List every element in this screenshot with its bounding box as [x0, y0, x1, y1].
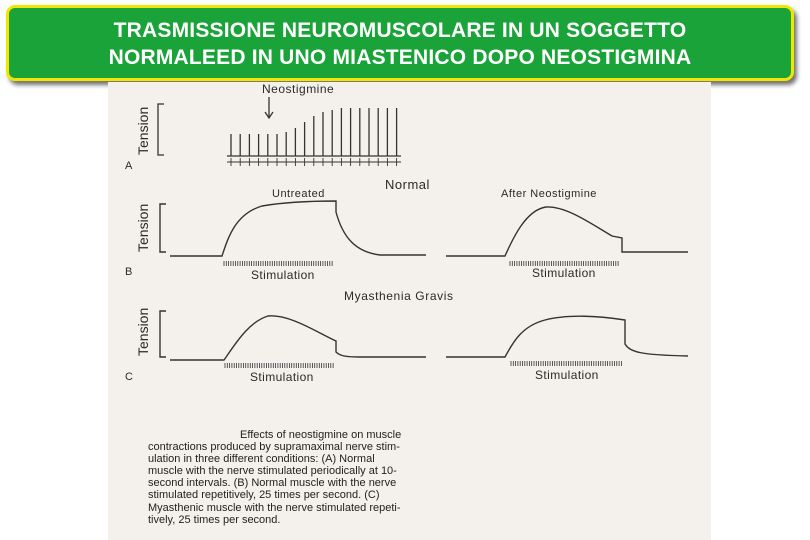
panel-b-left-stim-ticks	[224, 261, 332, 266]
panel-b	[125, 188, 688, 282]
section-mg-label: Myasthenia Gravis	[344, 289, 454, 303]
panel-b-left-trace	[170, 201, 426, 256]
caption-line-8: tively, 25 times per second.	[148, 513, 281, 526]
caption-line-5: second intervals. (B) Normal muscle with the nerve	[148, 477, 397, 490]
panel-a-ylabel: Tension	[135, 106, 151, 155]
panel-c-left-stim-label: Stimulation	[250, 370, 314, 384]
panel-a-bracket	[158, 104, 164, 155]
panel-b-letter: B	[125, 266, 133, 278]
panel-b-bracket	[160, 204, 166, 252]
panel-b-ylabel: Tension	[135, 203, 151, 252]
panel-c-letter: C	[125, 371, 133, 383]
panel-b-right-trace	[446, 207, 688, 256]
neostigmine-arrow	[265, 97, 273, 118]
panel-b-right-stim-label: Stimulation	[532, 266, 596, 280]
panel-a-drug-label: Neostigmine	[262, 82, 335, 96]
panel-b-left-stim-label: Stimulation	[251, 268, 315, 282]
title-line-1: TRASMISSIONE NEUROMUSCOLARE IN UN SOGGETTO	[113, 19, 687, 42]
panel-c-right-stim-label: Stimulation	[535, 368, 599, 382]
panel-c-right-trace	[446, 316, 688, 357]
panel-c-left-trace	[170, 316, 426, 360]
panel-a-letter: A	[125, 160, 133, 172]
caption-line-3: ulation in three different conditions: (A) Normal	[148, 453, 375, 466]
title-line-2: NORMALEED IN UNO MIASTENICO DOPO NEOSTIGMINA	[108, 46, 692, 69]
figure-caption	[148, 429, 438, 526]
caption-line-4: muscle with the nerve stimulated periodically at 10-	[148, 465, 397, 478]
panel-b-left-heading: Untreated	[272, 188, 325, 200]
panel-a	[125, 82, 401, 172]
panel-c-ylabel: Tension	[135, 307, 151, 356]
section-normal-label: Normal	[385, 177, 430, 192]
caption-line-6: stimulated repetitively, 25 times per second. (C)	[148, 489, 380, 502]
panel-c-bracket	[160, 311, 166, 357]
panel-c-left-stim-ticks	[225, 363, 333, 368]
caption-line-7: Myasthenic muscle with the nerve stimulated repeti-	[148, 501, 401, 514]
panel-b-right-heading: After Neostigmine	[501, 188, 597, 200]
caption-line-1: Effects of neostigmine on muscle	[240, 429, 402, 441]
panel-c	[125, 308, 688, 384]
caption-line-2: contractions produced by supramaximal nerve stim-	[148, 441, 400, 454]
panel-c-right-stim-ticks	[511, 361, 621, 366]
panel-a-twitches	[231, 108, 397, 156]
